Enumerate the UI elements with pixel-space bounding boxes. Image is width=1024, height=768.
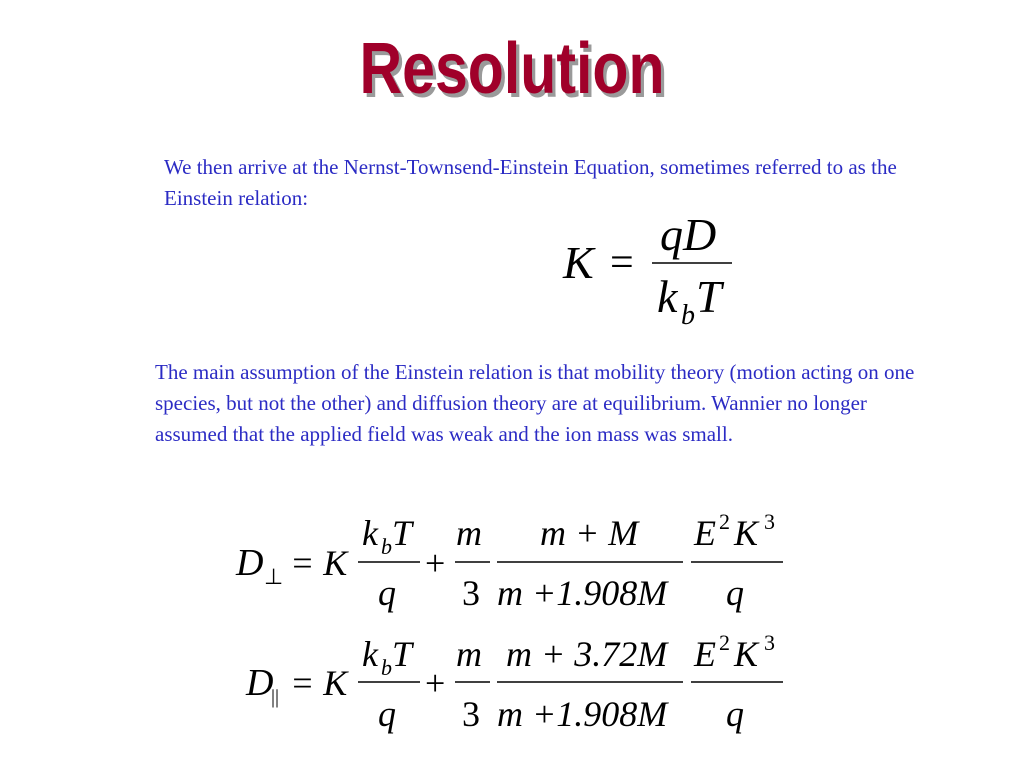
perp-lhs-D: D <box>236 542 264 584</box>
par-equals-K: = K <box>290 663 348 703</box>
eq-numerator: qD <box>660 209 717 260</box>
perp-lhs-sub: ⊥ <box>264 564 284 589</box>
slide-title: Resolution <box>359 29 665 109</box>
perp-f1-T: T <box>392 513 413 553</box>
perp-f2-num: m <box>456 513 482 553</box>
perp-f2-den: 3 <box>462 573 480 613</box>
perp-f3-num: m + M <box>540 513 639 553</box>
eq-equals: = <box>610 240 634 286</box>
par-f4-exp3: 3 <box>764 630 775 655</box>
perp-equals-K: = K <box>290 543 348 583</box>
par-f4-K: K <box>734 634 759 674</box>
par-f1-den: q <box>378 694 396 734</box>
perp-f4-den: q <box>726 573 744 613</box>
par-f4-E: E <box>694 634 716 674</box>
par-f1-k: k <box>362 634 378 674</box>
par-f4-exp2: 2 <box>719 630 730 655</box>
eq-den-k: k <box>657 271 678 322</box>
assumption-paragraph: The main assumption of the Einstein relation is that mobility theory (motion acting on one species, but not the other) and diffusion theory are at equilibrium. Wannier no longer assumed that the applied field was weak and the ion mass was small. <box>155 360 915 446</box>
eq-lhs-K: K <box>563 237 594 288</box>
par-lhs-D: D <box>246 662 274 704</box>
eq-den-sub-b: b <box>681 300 695 331</box>
perp-f4-exp3: 3 <box>764 509 775 534</box>
perp-f3-den: m +1.908M <box>497 573 668 613</box>
perp-f4-E: E <box>694 513 716 553</box>
par-f2-den: 3 <box>462 694 480 734</box>
intro-paragraph: We then arrive at the Nernst-Townsend-Einstein Equation, sometimes referred to as the Einstein relation: <box>164 155 897 210</box>
perp-f1-den: q <box>378 573 396 613</box>
par-f4-den: q <box>726 694 744 734</box>
par-f1-T: T <box>392 634 413 674</box>
par-plus: + <box>425 663 446 703</box>
perp-f4-K: K <box>734 513 759 553</box>
par-lhs-sub: || <box>271 686 280 708</box>
perp-f1-b: b <box>381 534 392 559</box>
par-f2-num: m <box>456 634 482 674</box>
perp-f1-k: k <box>362 513 378 553</box>
perp-f4-exp2: 2 <box>719 509 730 534</box>
eq-den-T: T <box>696 271 722 322</box>
par-f3-num: m + 3.72M <box>506 634 668 674</box>
perp-plus: + <box>425 543 446 583</box>
par-f1-b: b <box>381 655 392 680</box>
par-f3-den: m +1.908M <box>497 694 668 734</box>
